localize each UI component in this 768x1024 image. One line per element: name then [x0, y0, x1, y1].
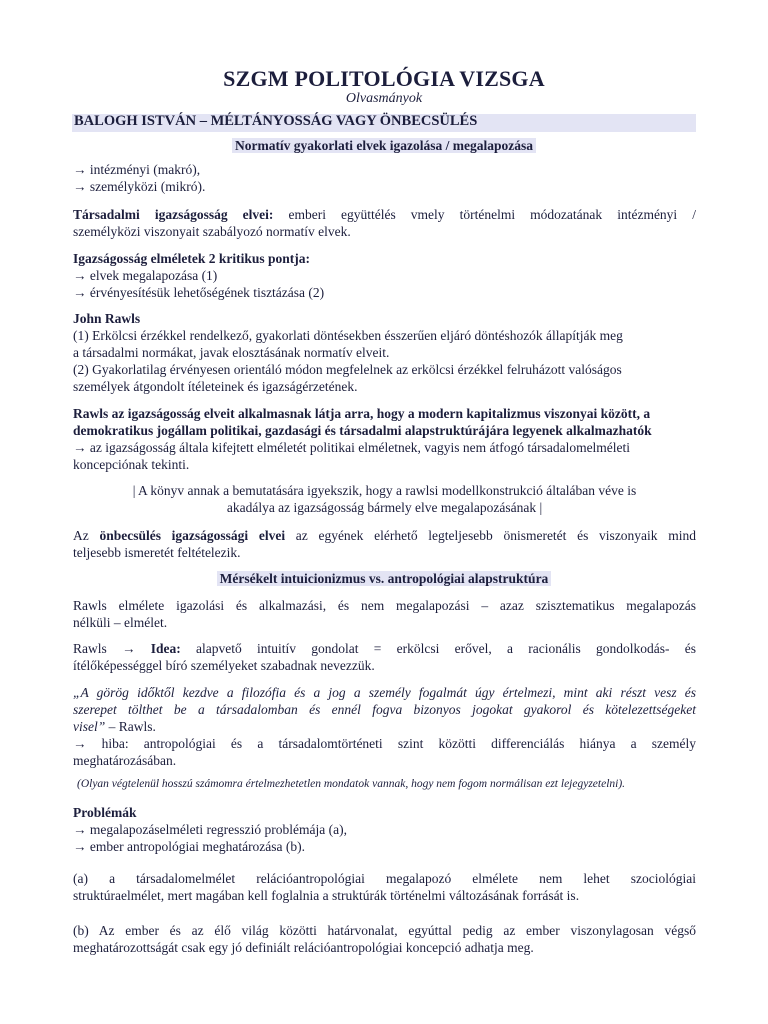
- definition-text-line2: személyközi viszonyait szabályozó normatív elvek.: [73, 224, 351, 239]
- chapter-title: BALOGH ISTVÁN – MÉLTÁNYOSSÁG VAGY ÖNBECSÜLÉS: [74, 113, 478, 129]
- error-line: meghatározásában.: [73, 753, 177, 768]
- text-fragment: az egyének elérhető legteljesebb önismeretét és viszonyaik mind: [285, 528, 696, 543]
- rawls-line: személyek átgondolt ítéleteinek és igazságérzetének.: [73, 379, 358, 394]
- problems-heading: Problémák: [73, 805, 137, 820]
- rawls-block: [73, 310, 696, 395]
- text-line: ítélőképességgel bíró személyeket szabadnak nevezzük.: [73, 658, 375, 673]
- idea-paragraph: [73, 640, 696, 674]
- rawls-theory-paragraph: [73, 597, 696, 631]
- section-heading-text: Mérsékelt intuicionizmus vs. antropológiai alapstruktúra: [217, 571, 552, 586]
- text-line: meghatározottságát csak egy jó definiált relációantropológiai koncepció adhatja meg.: [73, 940, 534, 955]
- definition-text: emberi együttélés vmely történelmi módozatának intézményi /: [273, 207, 697, 222]
- paragraph-a: [73, 870, 696, 904]
- rawls-line: a társadalmi normákat, javak elosztásának normatív elveit.: [73, 345, 390, 360]
- critical-points: [73, 250, 696, 301]
- text-line: struktúraelmélet, mert magában kell foglalnia a struktúrák történelmi változásának forrását is.: [73, 888, 580, 903]
- text-fragment: Rawls →: [73, 641, 151, 656]
- citation-line: szerepet tölthet be a társadalomban és ennél fogva bizonyos jogokat gyakorol és kötelezettségeket: [73, 702, 696, 717]
- rawls-application: [73, 405, 696, 473]
- list-item: → ember antropológiai meghatározása (b).: [73, 839, 306, 854]
- section-heading-normative: [0, 138, 768, 154]
- section-heading-text: Normatív gyakorlati elvek igazolása / megalapozása: [232, 138, 536, 153]
- critical-points-heading: Igazságosság elméletek 2 kritikus pontja:: [73, 251, 310, 266]
- text-fragment: Az: [73, 528, 100, 543]
- error-line: → hiba: antropológiai és a társadalomtörténeti szint közötti differenciálás hiánya a személy: [73, 736, 696, 751]
- rawls-bold-line: demokratikus jogállam politikai, gazdasági és társadalmi alapstruktúrájára legyenek alkalmazhatók: [73, 423, 652, 438]
- paragraph-b: [73, 922, 696, 956]
- problems-block: [73, 804, 696, 855]
- definition-paragraph: [73, 206, 696, 240]
- rawls-heading: John Rawls: [73, 311, 141, 326]
- self-respect-term: önbecsülés igazságossági elvei: [99, 528, 286, 543]
- citation-line: „A görög időktől kezdve a filozófia és a jog a személy fogalmát úgy értelmezi, mint aki részt vesz és: [73, 685, 696, 700]
- rawls-bold-line: Rawls az igazságosság elveit alkalmasnak látja arra, hogy a modern kapitalizmus viszonyai között, a: [73, 406, 651, 421]
- rawls-after-line: → az igazságosság általa kifejtett elméletét politikai elméletnek, vagyis nem átfogó társadalomelméleti: [73, 440, 631, 455]
- text-fragment: alapvető intuitív gondolat = erkölcsi erővel, a racionális gondolkodás- és: [180, 641, 697, 656]
- section-heading-intuitionism: [0, 571, 768, 587]
- quote-line: akadálya az igazságosság bármely elve megalapozásának |: [226, 500, 543, 515]
- definition-term: Társadalmi igazságosság elvei:: [73, 207, 274, 222]
- idea-term: Idea:: [150, 641, 181, 656]
- document-subtitle: Olvasmányok: [345, 91, 423, 106]
- list-item: → megalapozáselméleti regresszió problémája (a),: [73, 822, 348, 837]
- quote-line: | A könyv annak a bemutatására igyekszik, hogy a rawlsi modellkonstrukció általában véve is: [132, 483, 637, 498]
- rawls-after-line: koncepciónak tekinti.: [73, 457, 190, 472]
- list-item: → érvényesítésük lehetőségének tisztázása (2): [73, 285, 325, 300]
- note: (Olyan végtelenül hosszú számomra értelmezhetetlen mondatok vannak, hogy nem fogom normálisan ezt lejegyzetelni).: [77, 778, 626, 790]
- text-line: Rawls elmélete igazolási és alkalmazási, és nem megalapozási – azaz szisztematikus megalapozás: [73, 598, 696, 613]
- text-line: nélküli – elmélet.: [73, 615, 168, 630]
- list-item: → intézményi (makró),: [73, 162, 201, 177]
- citation-author: – Rawls.: [105, 719, 156, 734]
- citation-paragraph: [73, 684, 696, 769]
- text-line: (a) a társadalomelmélet relációantropológiai megalapozó elmélete nem lehet szociológiai: [73, 871, 696, 886]
- rawls-line: (1) Erkölcsi érzékkel rendelkező, gyakorlati döntésekben ésszerűen eljáró döntéshozók állapítják meg: [73, 328, 623, 343]
- citation-line: visel”: [73, 719, 106, 734]
- level-list: [73, 161, 696, 195]
- book-aim-quote: [73, 482, 696, 516]
- text-line: (b) Az ember és az élő világ közötti határvonalat, egyúttal pedig az ember viszonylagosan végső: [73, 923, 696, 938]
- list-item: → elvek megalapozása (1): [73, 268, 218, 283]
- document-title: SZGM POLITOLÓGIA VIZSGA: [223, 66, 545, 91]
- text-line: teljesebb ismeretét feltételezik.: [73, 545, 241, 560]
- self-respect-paragraph: [73, 527, 696, 561]
- list-item: → személyközi (mikró).: [73, 179, 206, 194]
- rawls-line: (2) Gyakorlatilag érvényesen orientáló módon megfelelnek az erkölcsi érzékkel felruházott valóságos: [73, 362, 622, 377]
